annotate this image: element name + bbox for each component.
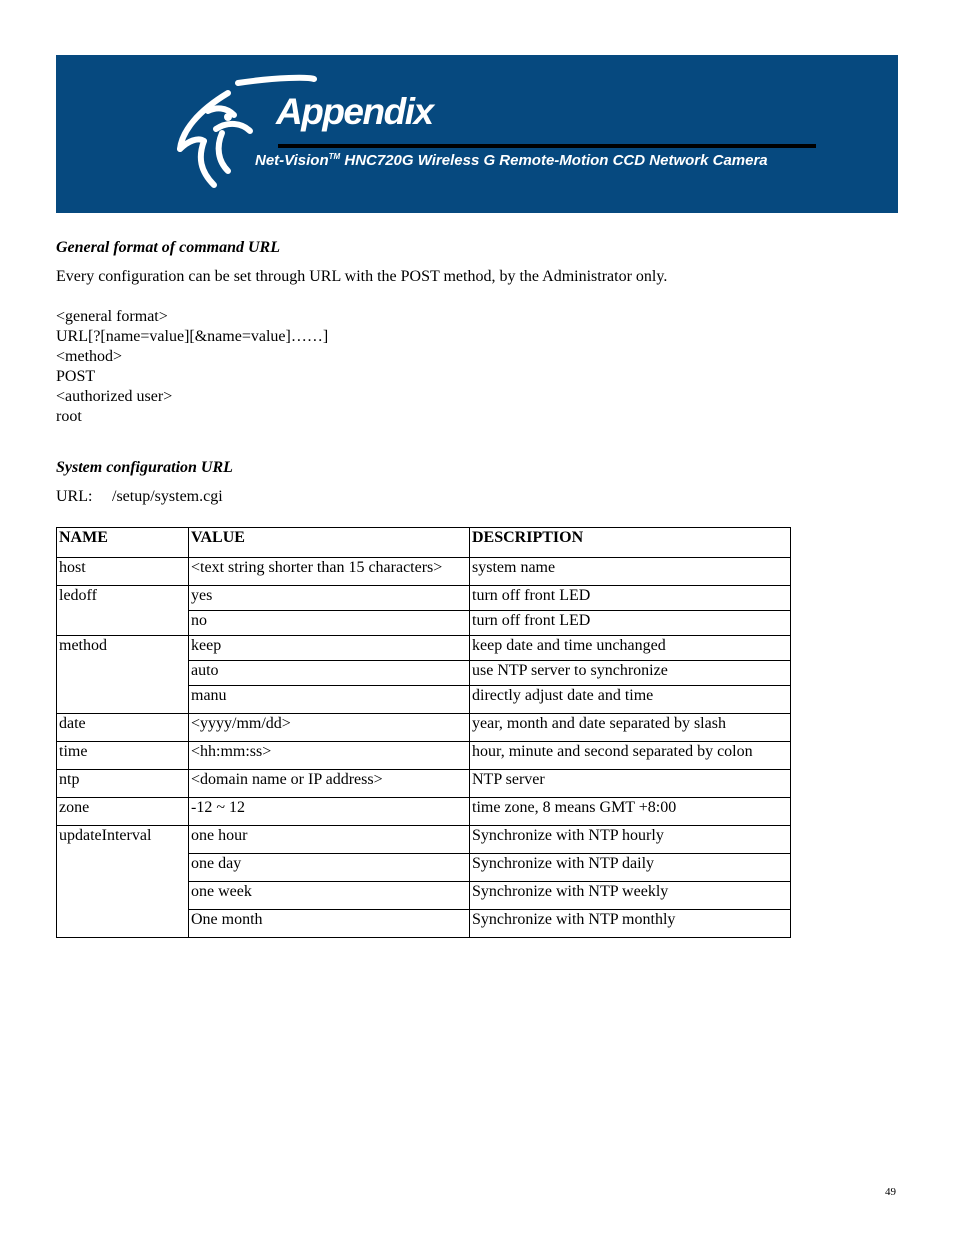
param-description: Synchronize with NTP hourly [470, 826, 791, 854]
param-description: NTP server [470, 770, 791, 798]
param-value: one day [189, 854, 470, 882]
table-row [57, 636, 791, 661]
header-name: NAME [57, 528, 189, 558]
param-description: Synchronize with NTP weekly [470, 882, 791, 910]
table-row [57, 714, 791, 742]
param-value: -12 ~ 12 [189, 798, 470, 826]
param-value: no [189, 611, 470, 636]
trademark-mark: TM [328, 152, 341, 161]
format-line: <general format> [56, 308, 168, 325]
param-value: auto [189, 661, 470, 686]
param-value: manu [189, 686, 470, 714]
table-row [57, 586, 791, 611]
table-row [57, 742, 791, 770]
param-value: one hour [189, 826, 470, 854]
system-config-table [56, 527, 791, 938]
general-format-intro: Every configuration can be set through URL with the POST method, by the Administrator only. [56, 268, 668, 285]
brand-name: Net-Vision [255, 152, 329, 169]
param-value: <hh:mm:ss> [189, 742, 470, 770]
param-description: hour, minute and second separated by colon [470, 742, 791, 770]
appendix-title: Appendix [276, 91, 433, 132]
format-line: URL[?[name=value][&name=value]……] [56, 328, 329, 345]
format-line: root [56, 408, 82, 425]
param-value: yes [189, 586, 470, 611]
title-rule [278, 144, 816, 148]
param-value: One month [189, 910, 470, 938]
product-subtitle [255, 152, 768, 169]
param-name: method [57, 636, 189, 714]
param-value: one week [189, 882, 470, 910]
param-name: date [57, 714, 189, 742]
table-row [57, 826, 791, 854]
param-name: time [57, 742, 189, 770]
param-description: keep date and time unchanged [470, 636, 791, 661]
param-name: zone [57, 798, 189, 826]
section-title-system-config: System configuration URL [56, 459, 233, 476]
appendix-banner [56, 55, 898, 213]
header-description: DESCRIPTION [470, 528, 791, 558]
param-description: use NTP server to synchronize [470, 661, 791, 686]
param-description: directly adjust date and time [470, 686, 791, 714]
param-name: ntp [57, 770, 189, 798]
param-description: time zone, 8 means GMT +8:00 [470, 798, 791, 826]
param-description: Synchronize with NTP monthly [470, 910, 791, 938]
table-row [57, 798, 791, 826]
system-config-url [56, 488, 223, 506]
table-row [57, 770, 791, 798]
table-row [57, 558, 791, 586]
param-value: <text string shorter than 15 characters> [189, 558, 470, 586]
param-name: ledoff [57, 586, 189, 636]
section-title-general-format: General format of command URL [56, 239, 280, 256]
param-description: system name [470, 558, 791, 586]
table-header-row [57, 528, 791, 558]
param-description: turn off front LED [470, 586, 791, 611]
format-line: POST [56, 368, 96, 385]
param-value: <yyyy/mm/dd> [189, 714, 470, 742]
param-description: turn off front LED [470, 611, 791, 636]
param-name: updateInterval [57, 826, 189, 938]
general-format-block [56, 307, 328, 427]
format-line: <authorized user> [56, 388, 173, 405]
header-value: VALUE [189, 528, 470, 558]
param-description: Synchronize with NTP daily [470, 854, 791, 882]
param-description: year, month and date separated by slash [470, 714, 791, 742]
format-line: <method> [56, 348, 123, 365]
url-value: /setup/system.cgi [112, 488, 223, 505]
param-value: keep [189, 636, 470, 661]
param-value: <domain name or IP address> [189, 770, 470, 798]
param-name: host [57, 558, 189, 586]
product-name: HNC720G Wireless G Remote-Motion CCD Network Camera [340, 152, 768, 169]
page-number: 49 [885, 1186, 896, 1198]
url-label: URL: [56, 488, 93, 505]
